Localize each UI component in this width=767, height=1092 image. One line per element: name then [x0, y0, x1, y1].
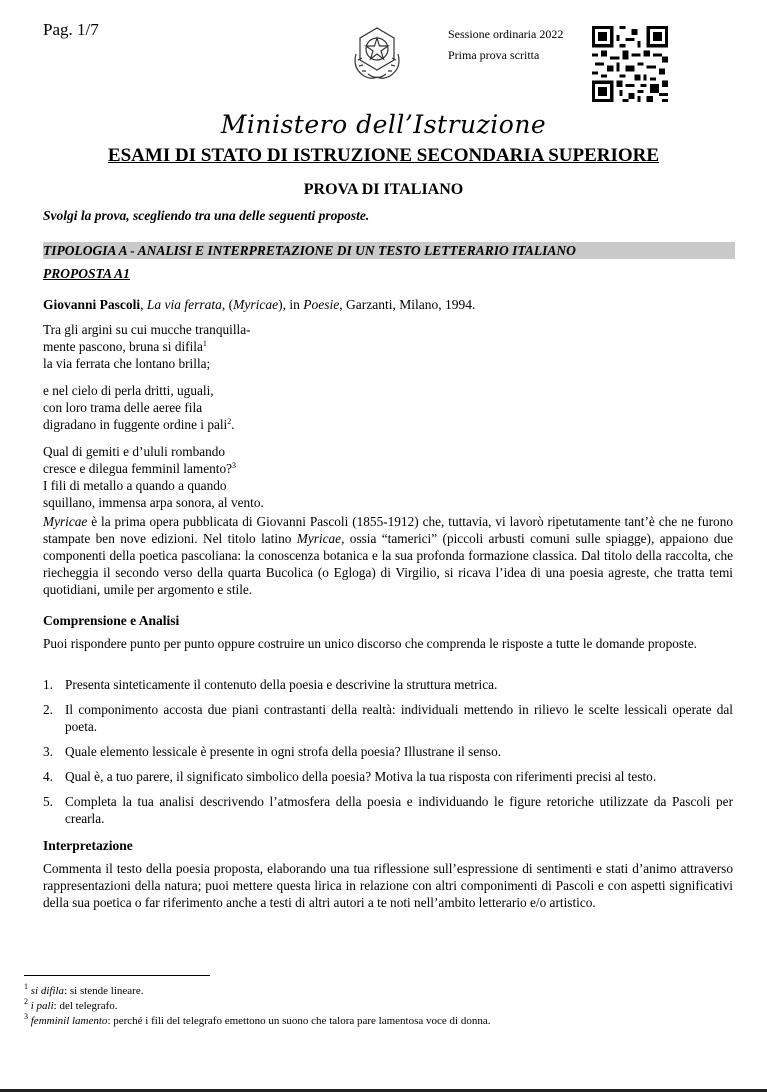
verse: squillano, immensa arpa sonora, al vento. [43, 495, 264, 510]
separator: , ( [221, 297, 234, 312]
footnote-text: : si stende lineare. [64, 985, 144, 997]
verse-text: mente pascono, bruna si difila [43, 339, 203, 354]
verse: la via ferrata che lontano brilla; [43, 356, 211, 371]
footnote-term: i pali [30, 1000, 54, 1012]
footnote-ref: 3 [232, 461, 237, 470]
question-text: Il componimento accosta due piani contrastanti della realtà: individuali mettendo in rilievo le scelte lessicali operate dal poeta. [65, 702, 733, 734]
intro-paragraph [43, 513, 733, 598]
author-name: Giovanni Pascoli [43, 297, 141, 312]
footnote-number: 2 [24, 997, 28, 1006]
qr-code-icon [592, 26, 668, 102]
question-number: 4. [43, 769, 53, 784]
verse-text: cresce e dilegua femminil lamento? [43, 461, 233, 476]
list-item [43, 743, 733, 760]
verse: I fili di metallo a quando a quando [43, 478, 227, 493]
question-list [43, 676, 733, 835]
collection-title: Myricae [233, 297, 279, 312]
verse [43, 338, 264, 355]
exam-label: Prima prova scritta [448, 48, 540, 62]
paragraph-text: , ossia “tamerici” (piccoli arbusti comuni sulle spiagge), appaiono due componenti della poetica pascoliana: la conoscenza botanica e la sua profonda formazione classica. Dal titolo della raccolta, che riecheggia il secondo verso della quarta Bucolica (o Egloga) di Virgilio, si ricava l’idea di una poesia agreste, che tratta temi quotidiani, umile per argomento e stile. [43, 531, 733, 597]
poem-title: La via ferrata [146, 297, 222, 312]
session-label: Sessione ordinaria 2022 [448, 27, 564, 41]
footnote-ref: 2 [227, 417, 232, 426]
section-banner: TIPOLOGIA A - ANALISI E INTERPRETAZIONE DI UN TESTO LETTERARIO ITALIANO [43, 242, 735, 259]
footnote-text: : del telegrafo. [53, 1000, 118, 1012]
main-title: ESAMI DI STATO DI ISTRUZIONE SECONDARIA SUPERIORE [107, 145, 660, 166]
collection-title: Myricae [43, 514, 88, 529]
stanza-3 [43, 443, 264, 511]
separator: , [140, 297, 147, 312]
verse: Qual di gemiti e d’ululi rombando [43, 444, 226, 459]
stanza-1 [43, 321, 264, 372]
ministry-name: Ministero dell’Istruzione [220, 110, 547, 139]
question-number: 3. [43, 744, 53, 759]
italian-republic-emblem-icon [350, 24, 404, 82]
footnote [24, 999, 490, 1014]
question-text: Qual è, a tuo parere, il significato simbolico della poesia? Motiva la tua risposta con riferimenti precisi al testo. [65, 769, 657, 784]
question-number: 5. [43, 794, 53, 809]
list-item [43, 701, 733, 735]
sub-title: PROVA DI ITALIANO [303, 181, 464, 198]
proposal-title: PROPOSTA A1 [43, 266, 130, 281]
verse [43, 416, 264, 433]
question-text: Completa la tua analisi descrivendo l’atmosfera della poesia e individuando le figure retoriche utilizzate da Pascoli per crearla. [65, 794, 733, 826]
question-number: 1. [43, 677, 53, 692]
bibliography [43, 297, 475, 313]
list-item [43, 768, 733, 785]
verse [43, 460, 264, 477]
footnote-number: 1 [24, 982, 28, 991]
verse-text: digradano in fuggente ordine i pali [43, 417, 228, 432]
comprehension-intro: Puoi rispondere punto per punto oppure costruire un unico discorso che comprenda le risposte a tutte le domande proposte. [43, 636, 697, 651]
list-item [43, 793, 733, 827]
poem [43, 321, 264, 521]
comprehension-heading: Comprensione e Analisi [43, 613, 180, 628]
footnote-ref: 1 [202, 339, 207, 348]
verse: con loro trama delle aeree fila [43, 400, 203, 415]
footnote [24, 1014, 490, 1029]
publisher-info: , Garzanti, Milano, 1994. [339, 297, 476, 312]
paragraph-text: è la prima opera pubblicata di Giovanni Pascoli (1855-1912) che, tuttavia, vi lavorò ripetutamente tant’è che ne furono stampate ben nove edizioni. Nel titolo latino [43, 514, 733, 546]
separator: ), in [278, 297, 304, 312]
instruction: Svolgi la prova, scegliendo tra una delle seguenti proposte. [43, 208, 370, 223]
interpretation-text: Commenta il testo della poesia proposta, elaborando una tua riflessione sull’espressione di sentimenti e stati d’animo attraverso rappresentazioni della natura; puoi mettere questa lirica in relazione con altri componimenti di Pascoli e con aspetti significativi della sua poetica o far riferimento anche a testi di altri autori a te noti nell’ambito letterario e/o artistico. [43, 861, 733, 910]
footnote-text: : perché i fili del telegrafo emettono un suono che talora pare lamentosa voce di donna. [107, 1015, 491, 1027]
verse: e nel cielo di perla dritti, uguali, [43, 383, 214, 398]
page-number: Pag. 1/7 [43, 20, 99, 39]
footnotes [24, 984, 490, 1029]
session-info [448, 24, 563, 66]
question-text: Quale elemento lessicale è presente in ogni strofa della poesia? Illustrane il senso. [65, 744, 502, 759]
footnote [24, 984, 490, 999]
collection-title: Myricae [296, 531, 342, 546]
footnote-term: femminil lamento [30, 1015, 108, 1027]
interpretation-heading: Interpretazione [43, 838, 133, 853]
stanza-2 [43, 382, 264, 433]
question-text: Presenta sinteticamente il contenuto della poesia e descrivine la struttura metrica. [65, 677, 498, 692]
book-title: Poesie [303, 297, 340, 312]
footnote-divider [24, 975, 210, 976]
footnote-term: si difila [30, 985, 65, 997]
verse: Tra gli argini su cui mucche tranquilla- [43, 322, 251, 337]
list-item [43, 676, 733, 693]
verse-text: . [231, 417, 235, 432]
question-number: 2. [43, 702, 53, 717]
footnote-number: 3 [24, 1012, 28, 1021]
